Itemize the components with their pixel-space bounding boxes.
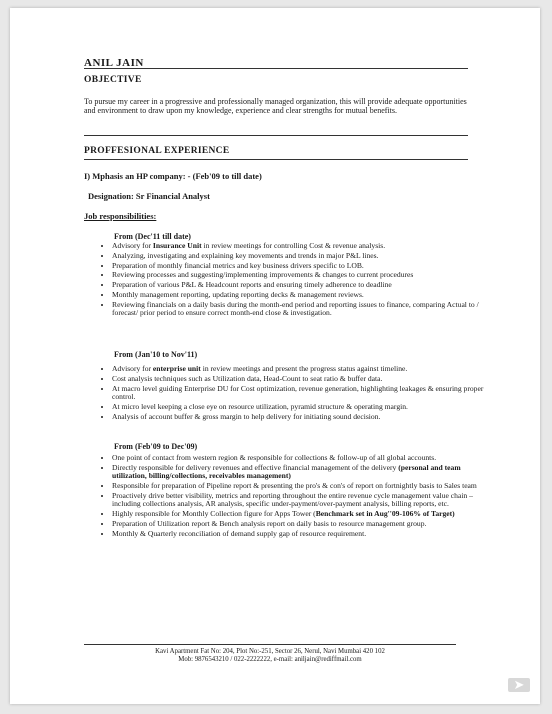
responsibility-emphasis: Benchmark set in Aug''09-106% of Target) bbox=[315, 509, 455, 518]
responsibility-item bbox=[112, 242, 484, 250]
responsibility-text: Cost analysis techniques such as Utilization data, Head-Count to seat ratio & buffer data. bbox=[112, 373, 383, 383]
divider bbox=[84, 159, 468, 160]
responsibility-item bbox=[112, 530, 484, 538]
responsibility-text: Preparation of various P&L & Headcount reports and ensuring timely adherence to deadline bbox=[112, 280, 392, 290]
period-heading: From (Feb'09 to Dec'09) bbox=[114, 442, 198, 451]
responsibility-item bbox=[112, 262, 484, 270]
responsibility-item bbox=[112, 510, 484, 518]
responsibility-item bbox=[112, 492, 484, 509]
period-heading: From (Jan'10 to Nov'11) bbox=[114, 350, 198, 359]
responsibility-text: Directly responsible for delivery revenues and effective financial management of the delivery bbox=[112, 462, 399, 472]
responsibility-emphasis: (personal and team utilization, billing/collections, receivables management) bbox=[112, 462, 461, 481]
footer-address: Kavi Apartment Fat No: 204, Plot No:-251, Sector 26, Nerul, Navi Mumbai 420 102 bbox=[155, 648, 385, 655]
responsibility-text: Responsible for preparation of Pipeline report & presenting the pro's & con's of report on fortnightly basis to Sales team bbox=[112, 481, 477, 490]
responsibility-item bbox=[112, 281, 484, 289]
responsibility-text: At micro level keeping a close eye on resource utilization, pyramid structure & operating margin. bbox=[112, 401, 408, 411]
divider bbox=[84, 135, 468, 136]
responsibility-list bbox=[98, 242, 484, 319]
divider bbox=[84, 68, 468, 69]
responsibility-text: Reviewing financials on a daily basis during the month-end period and reporting issues to finance, comparing Actual to / forecast/ prior period to ensure correct month-end close & investigation. bbox=[112, 299, 479, 318]
responsibility-text: Highly responsible for Monthly Collection figure for Apps Tower ( bbox=[112, 509, 316, 518]
objective-heading: OBJECTIVE bbox=[84, 75, 142, 85]
footer-contact: Mob: 9876543210 / 022-2222222, e-mail: aniljain@rediffmail.com bbox=[178, 656, 362, 663]
responsibility-item bbox=[112, 454, 484, 462]
responsibility-item bbox=[112, 271, 484, 279]
footer bbox=[84, 648, 456, 664]
responsibility-text: Advisory for bbox=[112, 364, 153, 373]
designation-line: Designation: Sr Financial Analyst bbox=[88, 191, 210, 201]
responsibility-text: Preparation of monthly financial metrics and key business drivers specific to LOB. bbox=[112, 260, 364, 270]
company-line: I) Mphasis an HP company: - (Feb'09 to till date) bbox=[84, 171, 262, 181]
responsibility-item bbox=[112, 520, 484, 528]
responsibility-item bbox=[112, 301, 484, 318]
responsibility-item bbox=[112, 464, 484, 481]
responsibility-text: One point of contact from western region & responsible for collections & follow-up of all global accounts. bbox=[112, 453, 437, 462]
responsibility-item bbox=[112, 413, 484, 421]
responsibility-list bbox=[98, 365, 484, 422]
resume-page bbox=[10, 8, 540, 704]
responsibility-text: Analyzing, investigating and explaining key movements and trends in major P&L lines. bbox=[112, 250, 379, 260]
responsibility-item bbox=[112, 365, 484, 373]
responsibility-item bbox=[112, 403, 484, 411]
responsibility-text: Analysis of account buffer & gross margin to help delivery for initiating sound decision. bbox=[112, 411, 381, 421]
responsibility-text: Reviewing processes and suggesting/implementing improvements & changes to current procedures bbox=[112, 270, 414, 280]
responsibility-item bbox=[112, 291, 484, 299]
responsibility-text: Monthly & Quarterly reconciliation of demand supply gap of resource requirement. bbox=[112, 528, 367, 538]
candidate-name: ANIL JAIN bbox=[84, 57, 144, 69]
responsibility-text: Advisory for bbox=[112, 241, 153, 250]
responsibility-text: At macro level guiding Enterprise DU for Cost optimization, revenue generation, highlighting leakages & ensuring proper control. bbox=[112, 383, 484, 401]
responsibility-item bbox=[112, 375, 484, 383]
responsibility-emphasis: Insurance Unit bbox=[152, 241, 202, 250]
footer-divider bbox=[84, 644, 456, 645]
job-responsibilities-label: Job responsibilities: bbox=[84, 211, 157, 221]
objective-text: To pursue my career in a progressive and professionally managed organization, this will provide adequate opportunities and environment to draw upon my knowledge, experience and clear strengths for mutual benefits. bbox=[84, 97, 467, 116]
responsibility-text: in review meetings for controlling Cost & revenue analysis. bbox=[201, 241, 386, 250]
arrow-right-icon: ➤ bbox=[513, 677, 525, 693]
responsibility-text: Preparation of Utilization report & Bench analysis report on daily basis to resource management group. bbox=[112, 518, 427, 528]
responsibility-text: Proactively drive better visibility, metrics and reporting throughout the entire revenue cycle management value chain – including collections analysis, AR analysis, specific under-payment/over-payment analysis, billing reports, etc. bbox=[112, 490, 473, 509]
period-heading: From (Dec'11 till date) bbox=[114, 232, 191, 241]
responsibility-emphasis: enterprise unit bbox=[152, 364, 201, 373]
responsibility-item bbox=[112, 385, 484, 402]
responsibility-item bbox=[112, 482, 484, 490]
experience-heading: PROFFESIONAL EXPERIENCE bbox=[84, 146, 230, 156]
responsibility-text: in review meetings and present the progress status against timeline. bbox=[200, 364, 408, 373]
responsibility-text: Monthly management reporting, updating reporting decks & management reviews. bbox=[112, 289, 364, 299]
next-page-button[interactable] bbox=[508, 678, 530, 692]
responsibility-item bbox=[112, 252, 484, 260]
responsibility-list bbox=[98, 454, 484, 539]
